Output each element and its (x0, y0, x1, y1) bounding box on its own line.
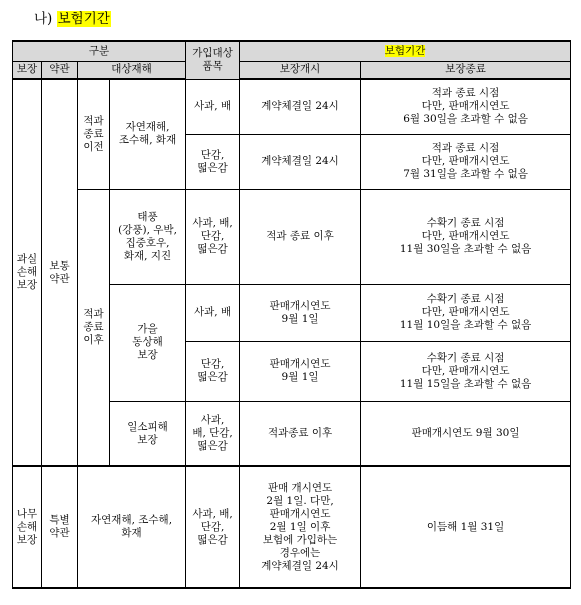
table-row (13, 466, 571, 588)
start-cell: 적과종료 이후 (240, 401, 361, 466)
disaster-cell: 태풍 (강풍), 우박, 집중호우, 화재, 지진 (110, 189, 186, 284)
start-cell: 판매 개시연도 2월 1일. 다만, 판매개시연도 2월 1일 이후 보험에 가입하는 경우에는 계약체결일 24시 (240, 466, 361, 588)
section-heading (34, 9, 111, 29)
insurance-period-table (12, 40, 571, 589)
item-cell: 사과, 배 (186, 284, 240, 341)
end-cell: 수확기 종료 시점 다만, 판매개시연도 11월 10일을 초과할 수 없음 (361, 284, 571, 341)
end-cell: 수확기 종료 시점 다만, 판매개시연도 11월 30일을 초과할 수 없음 (361, 189, 571, 284)
start-cell: 적과 종료 이후 (240, 189, 361, 284)
end-cell: 수확기 종료 시점 다만, 판매개시연도 11월 15일을 초과할 수 없음 (361, 341, 571, 401)
start-cell: 판매개시연도 9월 1일 (240, 284, 361, 341)
start-cell: 계약체결일 24시 (240, 79, 361, 134)
start-cell: 판매개시연도 9월 1일 (240, 341, 361, 401)
section-prefix: 나) (34, 11, 53, 27)
header-target-items: 가입대상 품목 (186, 41, 240, 79)
item-cell: 사과, 배 (186, 79, 240, 134)
section-title: 보험기간 (57, 11, 110, 27)
end-cell: 판매개시연도 9월 30일 (361, 401, 571, 466)
header-period (240, 41, 571, 61)
item-cell: 단감, 떫은감 (186, 134, 240, 189)
header-target-disaster: 대상재해 (78, 61, 186, 79)
item-cell: 사과, 배, 단감, 떫은감 (186, 189, 240, 284)
item-cell: 사과, 배, 단감, 떫은감 (186, 401, 240, 466)
header-category: 구분 (13, 41, 186, 61)
before-thinning-cell: 적과 종료 이전 (78, 79, 110, 189)
item-cell: 사과, 배, 단감, 떫은감 (186, 466, 240, 588)
disaster-cell: 가을 동상해 보장 (110, 284, 186, 401)
table-row (13, 79, 571, 134)
header-coverage: 보장 (13, 61, 42, 79)
item-cell: 단감, 떫은감 (186, 341, 240, 401)
after-thinning-cell: 적과 종료 이후 (78, 189, 110, 466)
tree-coverage-cell: 나무 손해 보장 (13, 466, 42, 588)
before-disaster-cell: 자연재해, 조수해, 화재 (110, 79, 186, 189)
fruit-coverage-cell: 과실 손해 보장 (13, 79, 42, 466)
disaster-cell: 자연재해, 조수해, 화재 (78, 466, 186, 588)
header-end: 보장종료 (361, 61, 571, 79)
header-start: 보장개시 (240, 61, 361, 79)
tree-clause-cell: 특별 약관 (42, 466, 78, 588)
table-row (13, 189, 571, 284)
end-cell: 이듬해 1월 31일 (361, 466, 571, 588)
start-cell: 계약체결일 24시 (240, 134, 361, 189)
disaster-cell: 일소피해 보장 (110, 401, 186, 466)
end-cell: 적과 종료 시점 다만, 판매개시연도 6월 30일을 초과할 수 없음 (361, 79, 571, 134)
end-cell: 적과 종료 시점 다만, 판매개시연도 7월 31일을 초과할 수 없음 (361, 134, 571, 189)
header-period-label: 보험기간 (384, 44, 426, 57)
header-clause: 약관 (42, 61, 78, 79)
fruit-clause-cell: 보통 약관 (42, 79, 78, 466)
